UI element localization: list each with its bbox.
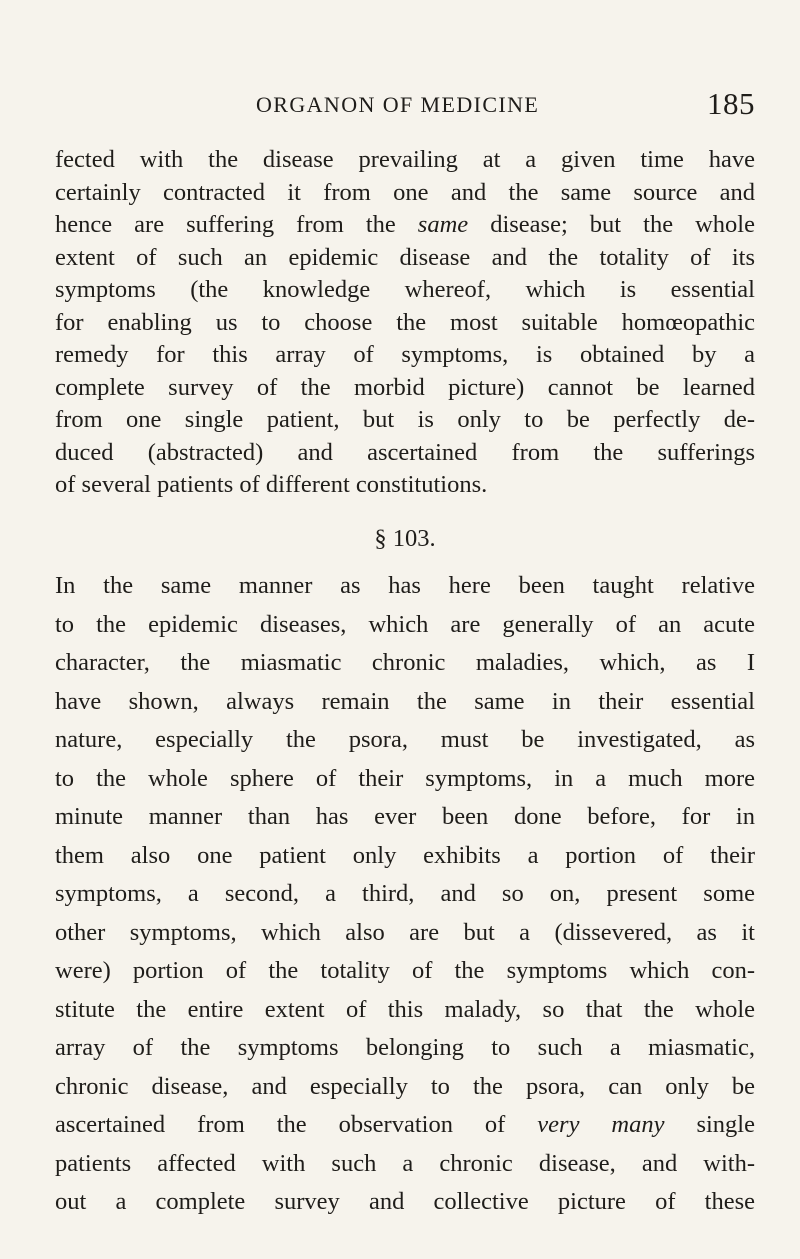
text-line: patients affected with such a chronic disease, and with- [55, 1150, 755, 1177]
italic-emphasis: same [417, 211, 469, 238]
text-segment: hence are suffering from the [55, 211, 418, 238]
text-segment: ascertained from the observation of [55, 1111, 538, 1138]
text-line: out a complete survey and collective picture of these [55, 1188, 755, 1215]
text-line [55, 208, 755, 242]
text-line: were) portion of the totality of the symptoms which con- [55, 957, 755, 984]
text-line: character, the miasmatic chronic maladies, which, as I [55, 649, 755, 676]
text-line: have shown, always remain the same in their essential [55, 688, 755, 715]
text-segment: disease; but the whole [468, 211, 755, 238]
text-line: to the whole sphere of their symptoms, in a much more [55, 765, 755, 792]
text-line: them also one patient only exhibits a portion of their [55, 842, 755, 869]
text-line: stitute the entire extent of this malady, so that the whole [55, 996, 755, 1023]
text-line: fected with the disease prevailing at a given time have [55, 146, 755, 173]
text-line: complete survey of the morbid picture) cannot be learned [55, 373, 755, 401]
text-line: from one single patient, but is only to be perfectly de- [55, 406, 755, 433]
text-line: minute manner than has ever been done before, for in [55, 803, 755, 830]
text-line: to the epidemic diseases, which are generally of an acute [55, 611, 755, 638]
running-head [55, 84, 755, 124]
text-line: certainly contracted it from one and the same source and [55, 178, 755, 206]
text-line: array of the symptoms belonging to such a miasmatic, [55, 1034, 755, 1061]
text-line: other symptoms, which also are but a (dissevered, as it [55, 919, 755, 946]
text-line: extent of such an epidemic disease and the totality of its [55, 243, 755, 271]
text-line: remedy for this array of symptoms, is obtained by a [55, 341, 755, 368]
text-line: chronic disease, and especially to the psora, can only be [55, 1073, 755, 1100]
text-line: for enabling us to choose the most suitable homœopathic [55, 308, 755, 336]
text-line [55, 1108, 755, 1142]
page-number: 185 [707, 86, 755, 121]
text-line: duced (abstracted) and ascertained from the sufferings [55, 438, 755, 466]
text-line: symptoms, a second, a third, and so on, present some [55, 880, 755, 907]
section-heading: § 103. [374, 525, 436, 552]
text-segment: single [664, 1111, 755, 1138]
text-line: of several patients of different constitutions. [55, 471, 488, 498]
text-line: In the same manner as has here been taught relative [55, 572, 755, 599]
text-line: symptoms (the knowledge whereof, which is essential [55, 276, 755, 303]
running-title: ORGANON OF MEDICINE [256, 92, 540, 117]
text-line: nature, especially the psora, must be investigated, as [55, 726, 755, 753]
italic-emphasis: very many [537, 1111, 665, 1138]
